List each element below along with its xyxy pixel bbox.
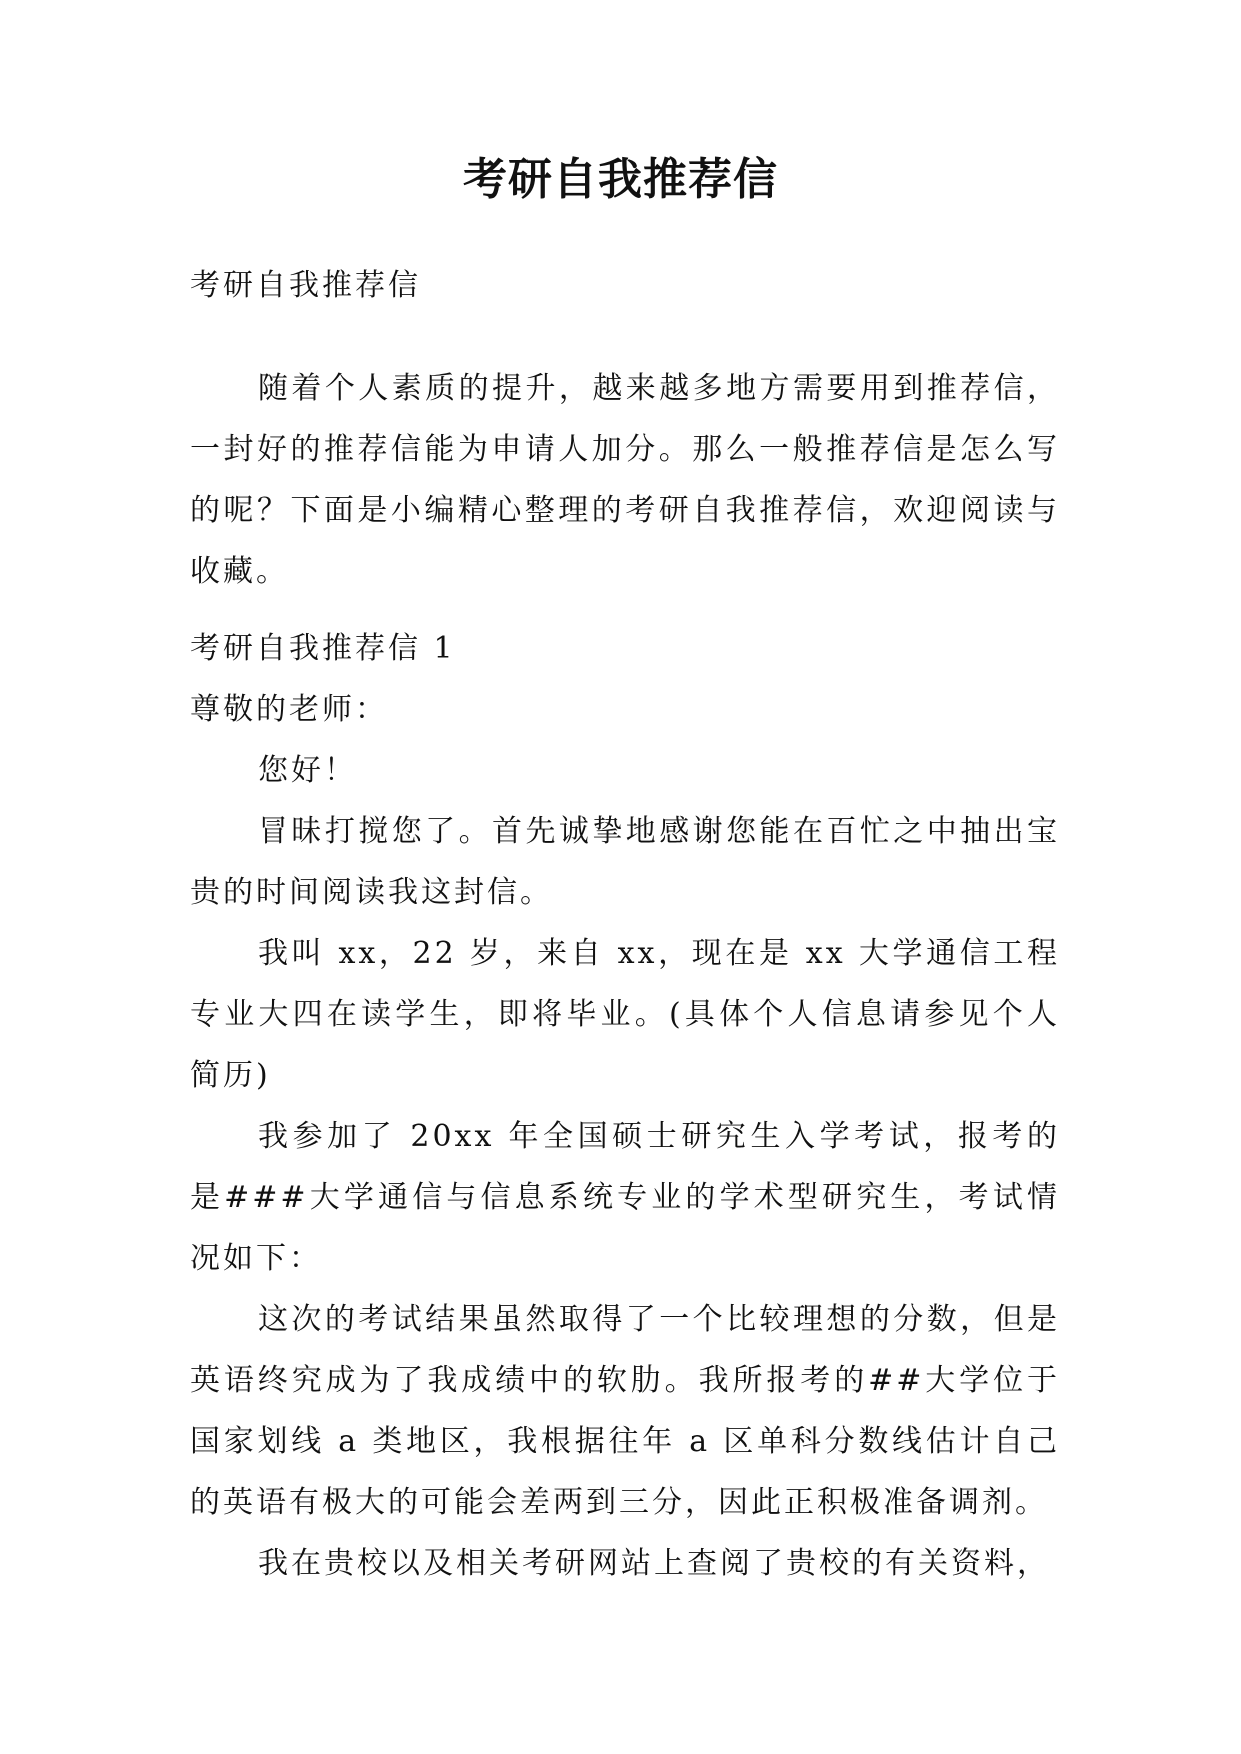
letter-paragraph: 我在贵校以及相关考研网站上查阅了贵校的有关资料， xyxy=(258,1546,1050,1581)
letter-paragraph: 冒昧打搅您了。首先诚挚地感谢您能在百忙之中抽出宝贵的时间阅读我这封信。 xyxy=(190,814,1060,910)
intro-block xyxy=(190,358,1060,602)
subtitle-text: 考研自我推荐信 xyxy=(190,268,421,303)
document-subtitle xyxy=(190,255,1060,316)
greeting: 您好！ xyxy=(258,753,357,788)
letter-paragraph: 这次的考试结果虽然取得了一个比较理想的分数，但是英语终究成为了我成绩中的软肋。我所报考的##大学位于国家划线 a 类地区，我根据往年 a 区单科分数线估计自己的英语有极大的可能会差两到三分，因此正积极准备调剂。 xyxy=(190,1302,1060,1520)
salutation: 尊敬的老师： xyxy=(190,692,388,727)
letter-paragraph: 我参加了 20xx 年全国硕士研究生入学考试，报考的是###大学通信与信息系统专业的学术型研究生，考试情况如下： xyxy=(190,1119,1060,1276)
intro-paragraph: 随着个人素质的提升，越来越多地方需要用到推荐信，一封好的推荐信能为申请人加分。那么一般推荐信是怎么写的呢？下面是小编精心整理的考研自我推荐信，欢迎阅读与收藏。 xyxy=(190,371,1060,589)
letter-body xyxy=(190,618,1060,1594)
document-title: 考研自我推荐信 xyxy=(463,154,778,205)
letter-paragraph: 我叫 xx，22 岁，来自 xx，现在是 xx 大学通信工程专业大四在读学生，即将毕业。(具体个人信息请参见个人简历) xyxy=(190,936,1060,1093)
letter-heading: 考研自我推荐信 1 xyxy=(190,631,456,666)
